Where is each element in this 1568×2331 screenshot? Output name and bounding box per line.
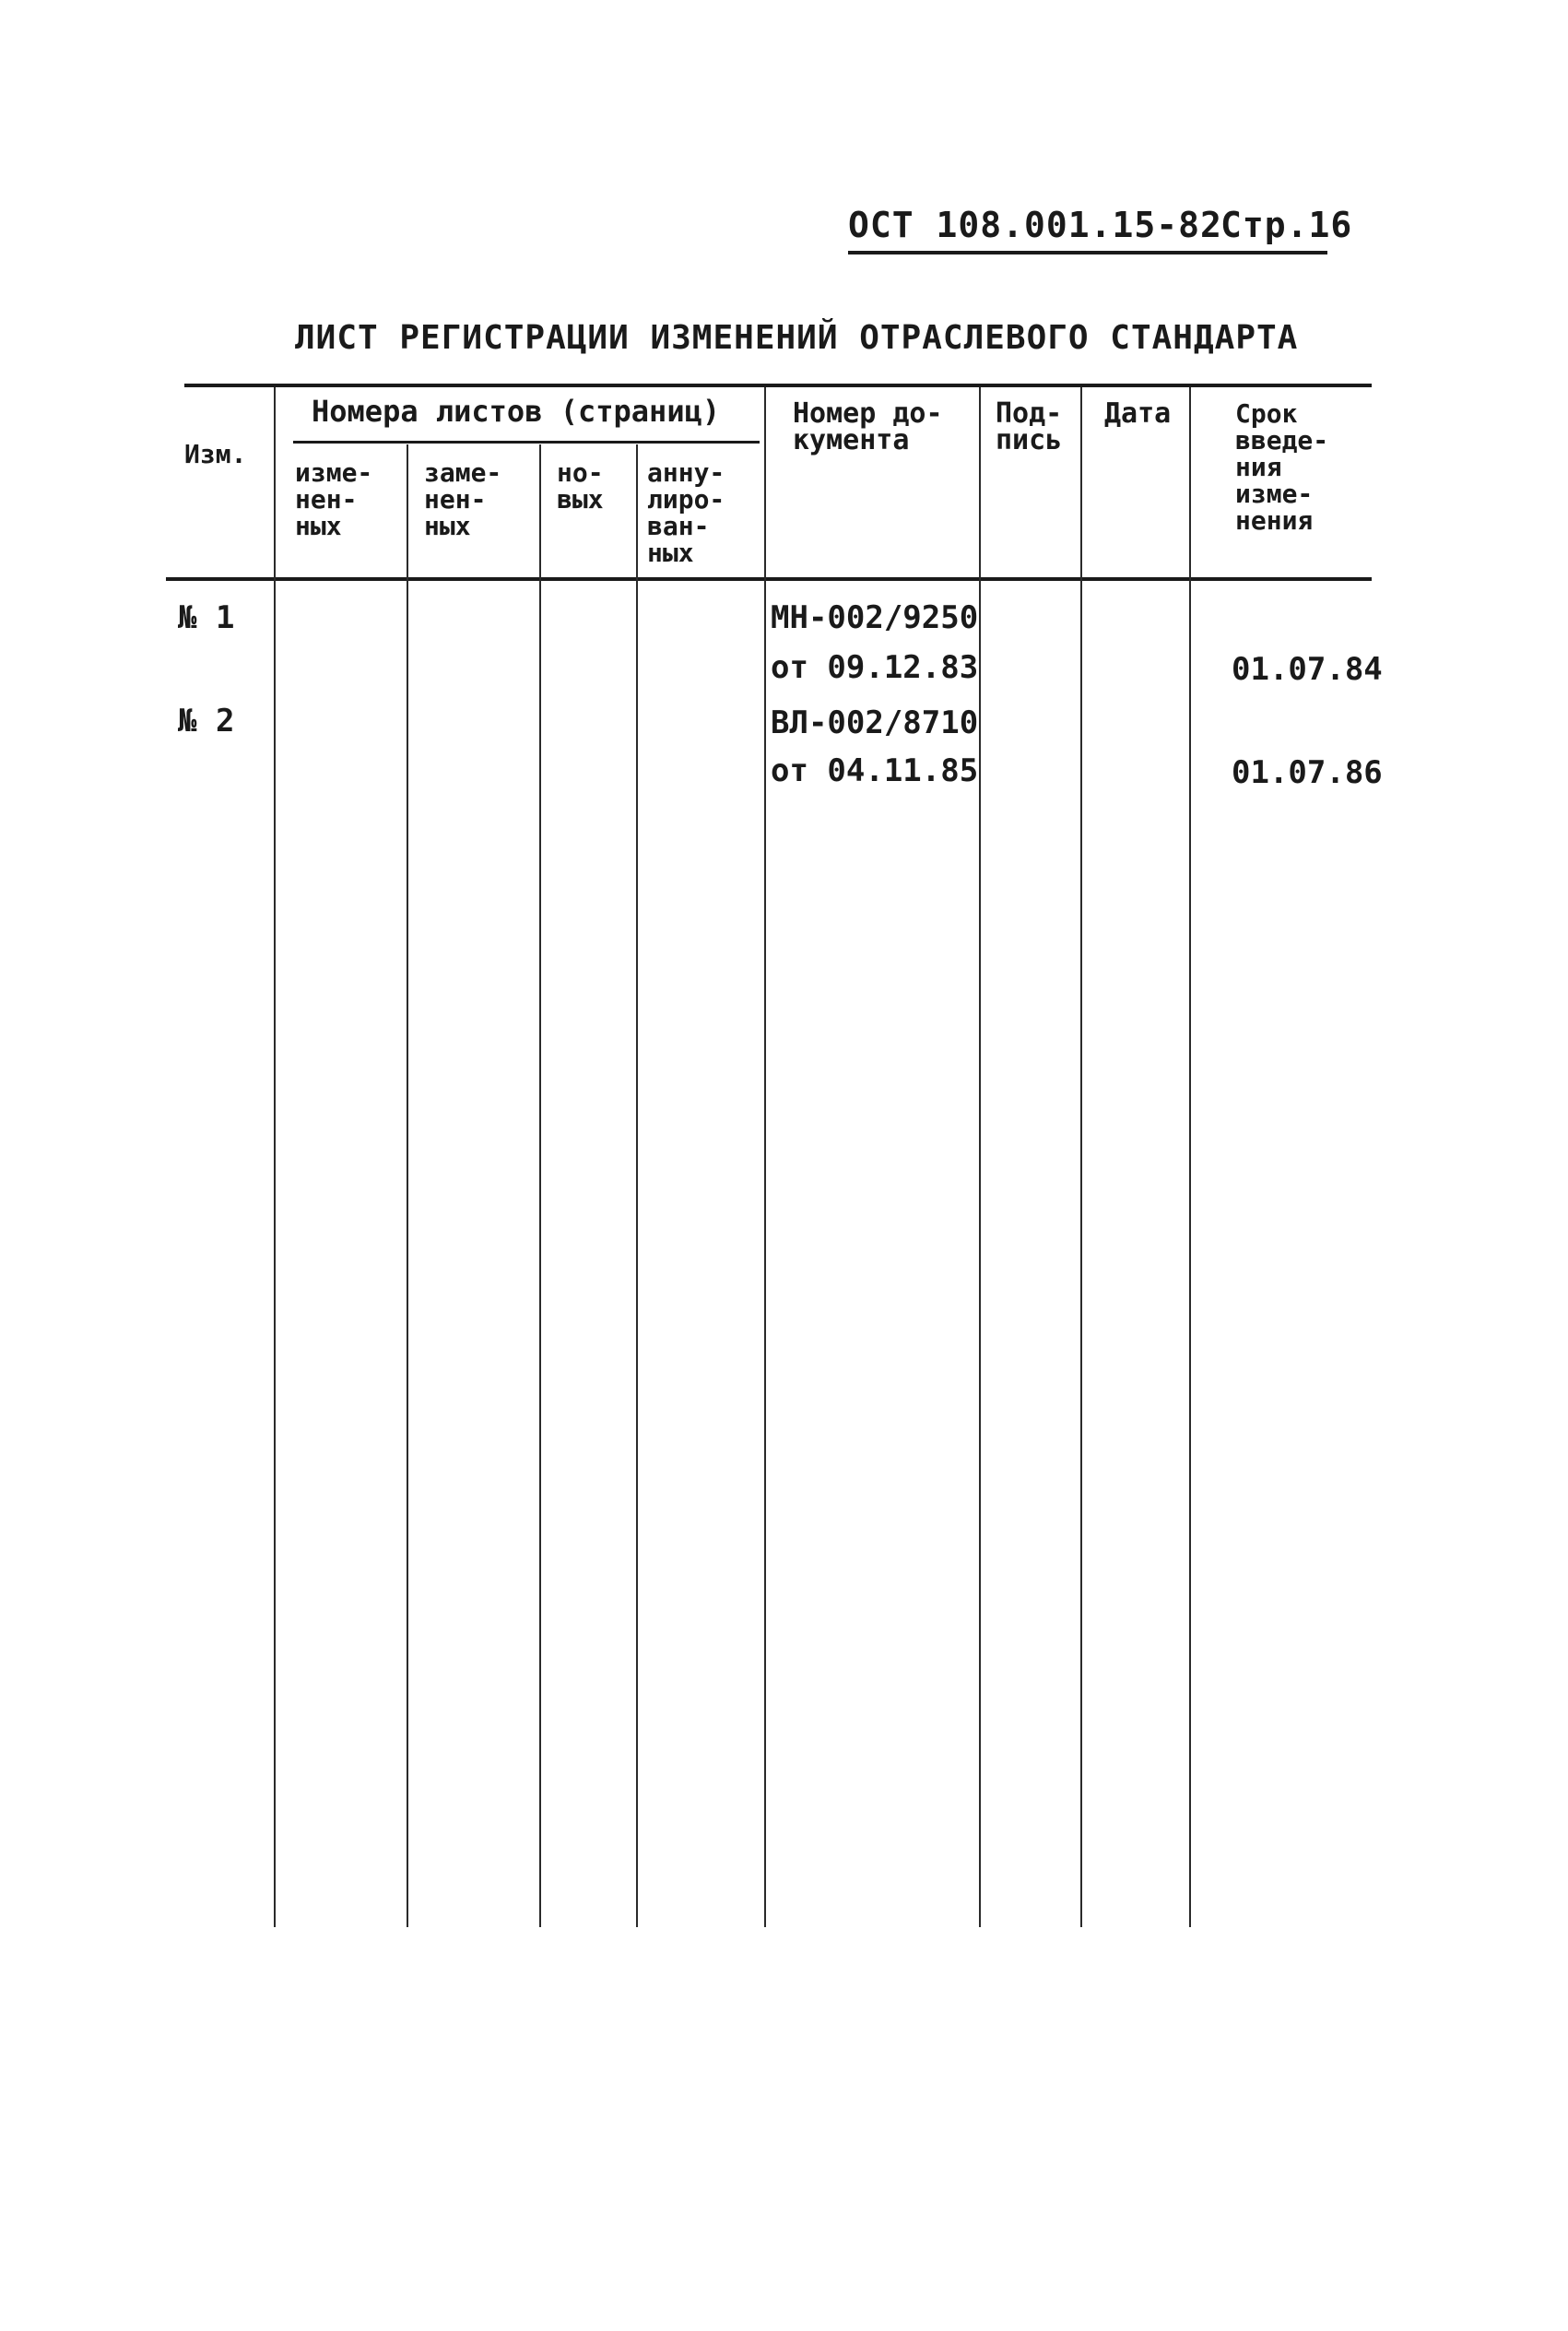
row-1-term: 01.07.84 <box>1232 651 1383 688</box>
page-number: Стр.16 <box>1220 205 1353 245</box>
header-document-number: Номер до- кумента <box>793 397 943 456</box>
column-line <box>1189 387 1191 1927</box>
header-changed: изме- нен- ных <box>295 457 373 541</box>
row-1-doc-number: МН-002/9250 <box>771 599 979 636</box>
column-line <box>274 387 276 1927</box>
row-2-izm: № 2 <box>178 703 235 740</box>
header-date: Дата <box>1104 397 1172 430</box>
header-izm: Изм. <box>184 439 247 469</box>
header-underline <box>848 251 1327 254</box>
row-2-doc-number: ВЛ-002/8710 <box>771 704 979 741</box>
column-line <box>979 387 981 1927</box>
sheet-title: ЛИСТ РЕГИСТРАЦИИ ИЗМЕНЕНИЙ ОТРАСЛЕВОГО СТАНДАРТА <box>295 319 1299 357</box>
header-new: но- вых <box>557 457 604 515</box>
header-annulled: анну- лиро- ван- ных <box>647 457 725 568</box>
header-sheet-numbers: Номера листов (страниц) <box>312 394 721 429</box>
row-2-term: 01.07.86 <box>1232 754 1383 791</box>
header-signature: Под- пись <box>996 397 1063 456</box>
group-header-rule <box>293 441 760 444</box>
row-1-izm: № 1 <box>178 599 235 636</box>
document-code: ОСТ 108.001.15-82 <box>848 205 1222 245</box>
row-1-doc-date: от 09.12.83 <box>771 649 979 686</box>
document-header <box>848 195 1353 251</box>
header-introduction-term: Срок введе- ния изме- нения <box>1235 398 1329 536</box>
column-line <box>1080 387 1082 1927</box>
header-replaced: заме- нен- ных <box>424 457 502 541</box>
column-line <box>636 444 638 1927</box>
column-line <box>764 387 766 1927</box>
column-line <box>407 444 408 1927</box>
column-line <box>539 444 541 1927</box>
row-2-doc-date: от 04.11.85 <box>771 752 979 789</box>
table-top-rule <box>184 384 1372 387</box>
